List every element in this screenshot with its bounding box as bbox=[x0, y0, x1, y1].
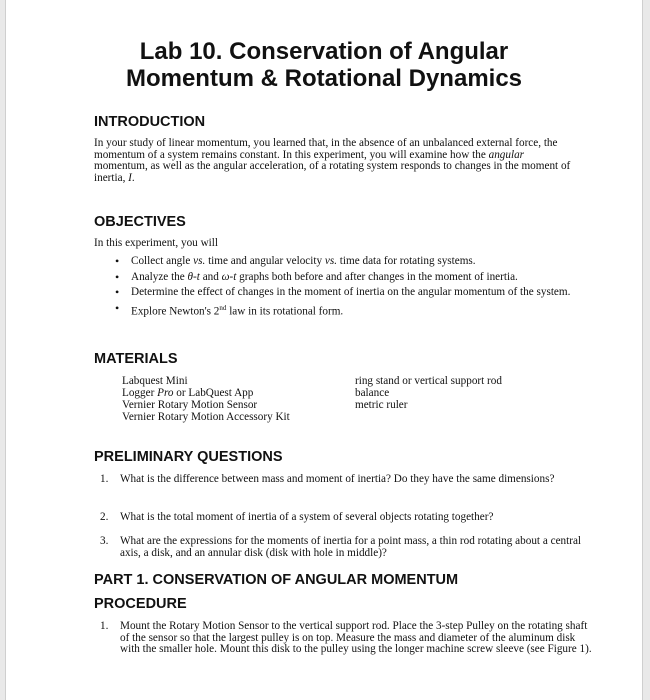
question-text: What is the difference between mass and moment of inertia? Do they have the same dimensions? bbox=[120, 473, 555, 485]
intro-inertia-symbol: I bbox=[128, 171, 132, 184]
objective-item: • Collect angle vs. time and angular velocity vs. time data for rotating systems. bbox=[111, 256, 581, 268]
intro-italic-word: angular bbox=[488, 148, 525, 161]
material-item: ring stand or vertical support rod bbox=[355, 375, 502, 387]
procedure-step-1 bbox=[100, 621, 594, 656]
question-number: 3. bbox=[100, 535, 109, 547]
objective-item: • Determine the effect of changes in the moment of inertia on the angular momentum of the system. bbox=[111, 287, 581, 299]
question-2 bbox=[100, 512, 594, 524]
material-item: balance bbox=[355, 387, 390, 399]
material-item: Logger Pro or LabQuest App bbox=[122, 387, 254, 399]
step-text: Mount the Rotary Motion Sensor to the vertical support rod. Place the 3-step Pulley on the rotating shaft of the sensor so that the largest pulley is on top. Measure the mass and diameter of the aluminum disk with the smaller hole. Mount this disk to the pulley using the longer machine screw sleeve (see Figure 1). bbox=[120, 620, 592, 656]
question-number: 2. bbox=[100, 511, 109, 523]
question-3 bbox=[100, 536, 594, 559]
introduction-heading: INTRODUCTION bbox=[94, 114, 206, 130]
document-page bbox=[6, 0, 642, 700]
question-text: What is the total moment of inertia of a system of several objects rotating together? bbox=[120, 511, 494, 523]
objectives-intro: In this experiment, you will bbox=[94, 237, 218, 249]
step-number: 1. bbox=[100, 620, 109, 632]
materials-left-column bbox=[122, 375, 290, 423]
part1-heading: PART 1. CONSERVATION OF ANGULAR MOMENTUM bbox=[94, 572, 459, 588]
material-item: Vernier Rotary Motion Sensor bbox=[122, 399, 258, 411]
title-line-1: Lab 10. Conservation of Angular bbox=[139, 38, 509, 65]
objectives-list bbox=[111, 256, 581, 322]
materials-right-column bbox=[355, 375, 502, 411]
intro-text-part-1: In your study of linear momentum, you learned that, in the absence of an unbalanced external force, the momentum of a system remains constant. In this experiment, you will examine how the bbox=[94, 137, 558, 161]
objective-item: • Analyze the θ-t and ω-t graphs both before and after changes in the moment of inertia. bbox=[111, 272, 581, 284]
question-text: What are the expressions for the moments of inertia for a point mass, a thin rod rotating about a central axis, a disk, and an annular disk (disk with hole in middle)? bbox=[120, 535, 582, 559]
intro-text-end: . bbox=[131, 171, 135, 184]
objectives-heading: OBJECTIVES bbox=[94, 214, 186, 230]
question-1 bbox=[100, 474, 594, 486]
procedure-heading: PROCEDURE bbox=[94, 596, 187, 612]
title-line-2: Momentum & Rotational Dynamics bbox=[125, 65, 523, 92]
intro-text-part-2: momentum, as well as the angular acceleration, of a rotating system responds to changes in the moment of inertia, bbox=[94, 160, 571, 184]
question-number: 1. bbox=[100, 473, 109, 485]
page-title bbox=[6, 38, 642, 92]
introduction-text bbox=[94, 138, 576, 184]
material-item: metric ruler bbox=[355, 399, 408, 411]
preliminary-questions-heading: PRELIMINARY QUESTIONS bbox=[94, 449, 283, 465]
material-item: Vernier Rotary Motion Accessory Kit bbox=[122, 411, 290, 423]
materials-heading: MATERIALS bbox=[94, 351, 178, 367]
objective-item: • Explore Newton's 2nd law in its rotational form. bbox=[111, 303, 581, 318]
material-item: Labquest Mini bbox=[122, 375, 188, 387]
